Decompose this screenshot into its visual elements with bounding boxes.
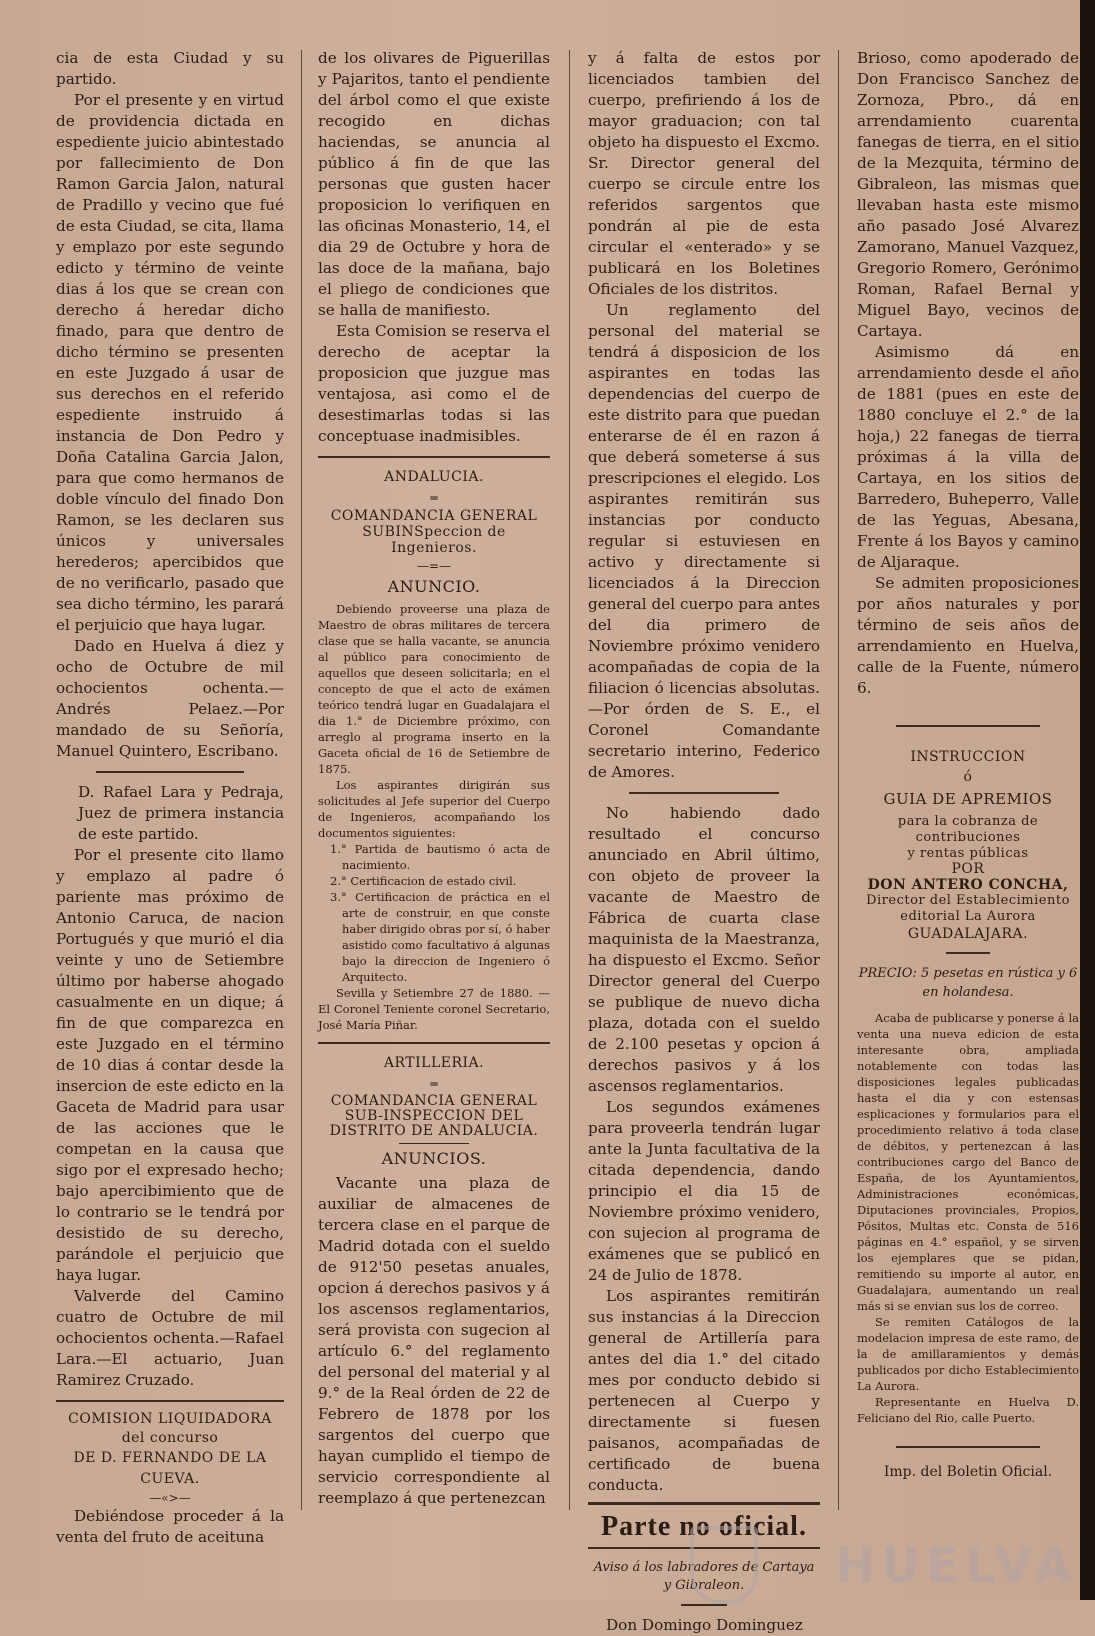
column-divider-3 <box>838 50 839 1510</box>
col4-paragraph: Representante en Huelva D. Feliciano del Rio, calle Puerto. <box>857 1395 1079 1425</box>
separator-rule <box>399 1143 469 1144</box>
section-heading-anuncio: ANUNCIO. <box>387 577 481 596</box>
col2-paragraph: Esta Comision se reserva el derecho de aceptar la proposicion que juzgue mas ventajosa, asi como el de desestimarlas todas si las conceptuase inadmisibles. <box>318 322 550 445</box>
separator-rule <box>318 456 550 458</box>
col2-signature: Sevilla y Setiembre 27 de 1880. — El Coronel Teniente coronel Secretario, José María Piñar. <box>318 986 550 1032</box>
section-heading-anuncios: ANUNCIOS. <box>381 1149 487 1168</box>
ad-heading: ó <box>963 769 973 785</box>
col1-paragraph: Dado en Huelva á diez y ocho de Octubre de mil ochocientos ochenta.—Andrés Pelaez.—Por mandado de su Señoría, Manuel Quintero, Escribano. <box>56 637 284 760</box>
section-subheading: COMANDANCIA GENERAL SUB-INSPECCION DEL DISTRITO DE ANDALUCIA. <box>329 1093 539 1139</box>
section-heading-parte-no-oficial: Parte no oficial. <box>601 1511 807 1542</box>
col1-heading-judge: D. Rafael Lara y Pedraja, Juez de primera instancia de este partido. <box>78 783 284 843</box>
section-heading-artilleria: ARTILLERIA. <box>383 1055 485 1071</box>
col2-paragraph: Los aspirantes dirigirán sus solicitudes al Jefe superior del Cuerpo de Ingenieros, acompañando los documentos siguientes: <box>318 778 550 840</box>
list-item: 2.° Certificacion de estado civil. <box>330 874 517 888</box>
col4-paragraph: Se remiten Catálogos de la modelacion impresa de este ramo, de la de amillaramientos y demás publicados por dicho Establecimiento La Aurora. <box>857 1315 1079 1393</box>
separator-rule <box>318 1042 550 1044</box>
watermark-text: HUELVA <box>835 1538 1078 1594</box>
separator-rule <box>96 771 244 773</box>
col1-section-subheading: del concurso <box>121 1430 219 1446</box>
separator-rule <box>946 952 990 954</box>
col4-paragraph: Se admiten proposiciones por años naturales y por término de seis años de arrendamiento en Huelva, calle de la Fuente, número 6. <box>857 574 1079 697</box>
col2-paragraph: de los olivares de Piguerillas y Pajaritos, tanto el pendiente del árbol como el que existe recogido en dichas haciendas, se anuncia al público á fin de que las personas que gusten hacer proposicion lo verifiquen en las oficinas Monasterio, 14, el dia 29 de Octubre y hora de las doce de la mañana, bajo el pliego de condiciones que se halla de manifiesto. <box>318 49 550 319</box>
col3-paragraph: Los segundos exámenes para proveerla tendrán lugar ante la Junta facultativa de la citada dependencia, dando principio el dia 15 de Noviembre próximo venidero, con sujecion al programa de exámenes que se publicó en 24 de Julio de 1878. <box>588 1098 820 1284</box>
column-divider-2 <box>569 50 570 1510</box>
column-1 <box>56 48 284 1548</box>
ad-subtitle: para la cobranza de contribuciones <box>897 814 1039 845</box>
notice-title: Aviso á los labradores de Cartaya y Gibraleon. <box>593 1560 815 1593</box>
col2-paragraph: Debiendo proveerse una plaza de Maestro de obras militares de tercera clase que se halla vacante, se anuncia al público para conocimiento de aquellos que deseen solicitarla; en el concepto de que el acto de exámen teórico tendrá lugar en Guadalajara el dia 1.° de Diciembre próximo, con arreglo al programa inserto en la Gaceta oficial de 16 de Setiembre de 1875. <box>318 602 550 776</box>
section-heading-andalucia: ANDALUCIA. <box>384 469 484 485</box>
ad-price: PRECIO: 5 pesetas en rústica y 6 en holandesa. <box>858 966 1078 1000</box>
col4-paragraph: Acaba de publicarse y ponerse á la venta una nueva edicion de esta interesante obra, ampliada notablemente con todas las disposiciones legales publicadas hasta el dia y con estensas esplicaciones y formularios para el procedimiento relativo á toda clase de débitos, y pertenezcan á las contribuciones cargo del Banco de España, de los Ayuntamientos, Administraciones económicas, Diputaciones provinciales, Propios, Pósitos, Multas etc. Consta de 516 páginas en 4.° español, y se sirven los ejemplares que se pidan, remitiendo su importe al autor, en Guadalajara, aumentando un real más si se envian sus los de correo. <box>857 1011 1079 1313</box>
column-divider-1 <box>301 50 302 1510</box>
printer-imprint: Imp. del Boletin Oficial. <box>883 1464 1053 1480</box>
col1-paragraph: Por el presente cito llamo y emplazo al padre ó pariente mas próximo de Antonio Caruca, de nacion Portugués y que murió el dia veinte y uno de Setiembre último por haberse ahogado casualmente en un dique; á fin de que comparezca en este Juzgado en el término de 10 dias á contar desde la insercion de este edicto en la Gaceta de Madrid para usar de las acciones que le competan en la causa que sigo por el expresado hecho; bajo apercibimiento que de lo contrario se le tendrá por desistido de su derecho, parándole el perjuicio que haya lugar. <box>56 846 284 1284</box>
separator-rule <box>629 792 780 794</box>
ad-city: GUADALAJARA. <box>907 926 1029 942</box>
separator-rule <box>681 1604 727 1606</box>
document-list <box>318 841 550 985</box>
col1-section-heading: COMISION LIQUIDADORA <box>68 1411 272 1427</box>
section-subheading: COMANDANCIA GENERAL SUBINSpeccion de Ingenieros. <box>330 508 538 556</box>
ornament: —=— <box>416 559 452 573</box>
col1-paragraph: cia de esta Ciudad y su partido. <box>56 49 284 88</box>
col3-paragraph: Don Domingo Dominguez <box>606 1616 803 1634</box>
col1-paragraph: Debiéndose proceder á la venta del fruto de aceituna <box>56 1507 284 1546</box>
archive-watermark <box>690 1520 1090 1600</box>
ad-title: GUIA DE APREMIOS <box>883 790 1053 808</box>
ad-subtitle: y rentas públicas <box>907 846 1029 861</box>
col3-paragraph: No habiendo dado resultado el concurso anunciado en Abril último, con objeto de proveer la vacante de Maestro de Fábrica de cuarta clase maquinista de la Maestranza, ha dispuesto el Excmo. Señor Director general del Cuerpo se publique de nuevo dicha plaza, dotada con el sueldo de 2.100 pesetas y opcion á derechos pasivos y á los ascensos reglamentarios. <box>588 804 820 1095</box>
shield-icon <box>690 1526 758 1604</box>
ad-by: POR <box>951 861 985 877</box>
col3-paragraph: Los aspirantes remitirán sus instancias á la Direccion general de Artillería para antes del dia 1.° del citado mes por conducto debido si pertenecen al Cuerpo y directamente si fuesen paisanos, acompañadas de certificado de buena conducta. <box>588 1287 820 1494</box>
separator-rule <box>896 1446 1040 1448</box>
col3-paragraph: y á falta de estos por licenciados tambien del cuerpo, prefiriendo á los de mayor graduacion; con tal objeto ha dispuesto el Excmo. Sr. Director general del cuerpo se circule entre los referidos sargentos que pondrán al pie de esta circular el «enterado» y se publicará en los Boletines Oficiales de los distritos. <box>588 49 820 298</box>
column-4 <box>857 48 1079 1483</box>
col1-section-heading: DE D. FERNANDO DE LA CUEVA. <box>73 1450 267 1487</box>
ornament: ═ <box>430 1077 438 1091</box>
ornament: ═ <box>430 491 438 505</box>
separator-rule <box>56 1400 284 1402</box>
column-2 <box>318 48 550 1509</box>
col3-paragraph: Un reglamento del personal del material se tendrá á disposicion de los aspirantes en todas las dependencias del cuerpo de este distrito para que puedan enterarse de él en razon á que deberá someterse á sus prescripciones el elegido. Los aspirantes remitirán sus instancias por conducto regular si estuviesen en activo y directamente si licenciados á la Direccion general del cuerpo para antes del dia primero de Noviembre próximo venidero acompañadas de copia de la filiacion ó licencias absolutas.—Por órden de S. E., el Coronel Comandante secretario interino, Federico de Amores. <box>588 301 820 781</box>
col1-paragraph: Valverde del Camino cuatro de Octubre de mil ochocientos ochenta.—Rafael Lara.—El actuario, Juan Ramirez Cruzado. <box>56 1287 284 1389</box>
col4-paragraph: Asimismo dá en arrendamiento desde el año de 1881 (pues en este de 1880 concluye el 2.° de la hoja,) 22 fanegas de tierra próximas á la villa de Cartaya, en los sitios de Barredero, Buheperro, Valle de las Yeguas, Abesana, Frente á los Bayos y camino de Aljaraque. <box>857 343 1079 571</box>
page-edge <box>1080 0 1095 1600</box>
ad-author: DON ANTERO CONCHA, <box>867 877 1069 893</box>
ad-heading: INSTRUCCION <box>910 749 1026 765</box>
col1-paragraph: Por el presente y en virtud de providencia dictada en espediente juicio abintestado por fallecimiento de Don Ramon Garcia Jalon, natural de Pradillo y vecino que fué de esta Ciudad, se cita, llama y emplazo por este segundo edicto y término de veinte dias á los que se crean con derecho á heredar dicho finado, para que dentro de dicho término se presenten en este Juzgado á usar de sus derechos en el referido espediente instruido á instancia de Don Pedro y Doña Catalina Garcia Jalon, para que como hermanos de doble vínculo del finado Don Ramon, se les declaren sus únicos y universales herederos; apercibidos que de no verificarlo, pasado que sea dicho término, les parará el perjuicio que haya lugar. <box>56 91 284 634</box>
list-item: 1.° Partida de bautismo ó acta de nacimiento. <box>330 842 550 872</box>
column-3 <box>588 48 820 1636</box>
ornament: —«>— <box>149 1491 191 1505</box>
list-item: 3.° Certificacion de práctica en el arte de construir, en que conste haber dirigido obras por sí, ó haber asistido como facultativo á algunas bajo la direccion de Ingeniero ó Arquitecto. <box>330 890 550 984</box>
separator-rule <box>896 725 1040 727</box>
col4-paragraph: Brioso, como apoderado de Don Francisco Sanchez de Zornoza, Pbro., dá en arrendamiento cuarenta fanegas de tierra, en el sitio de la Mezquita, término de Gibraleon, las mismas que llevaban hasta este mismo año pasado José Alvarez Zamorano, Manuel Vazquez, Gregorio Romero, Gerónimo Roman, Rafael Bernal y Miguel Bayo, vecinos de Cartaya. <box>857 49 1079 340</box>
col2-paragraph: Vacante una plaza de auxiliar de almacenes de tercera clase en el parque de Madrid dotada con el sueldo de 912'50 pesetas anuales, opcion á derechos pasivos y á los ascensos reglamentarios, será provista con sugecion al artículo 6.° del reglamento del personal del material y al 9.° de la Real órden de 22 de Febrero de 1878 por los sargentos del cuerpo que hayan cumplido el tiempo de servicio correspondiente al reemplazo á que pertenezcan <box>318 1174 550 1507</box>
ad-establishment: Director del Establecimiento editorial La Aurora <box>866 893 1070 924</box>
separator-rule <box>588 1502 820 1505</box>
